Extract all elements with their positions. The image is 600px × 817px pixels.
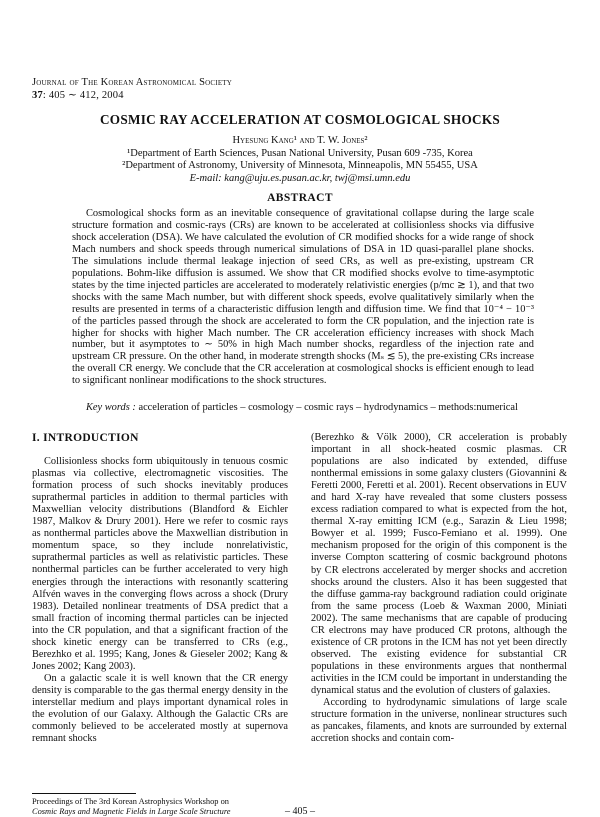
paper-title: COSMIC RAY ACCELERATION AT COSMOLOGICAL SHOCKS bbox=[99, 112, 501, 127]
intro-paragraph-4: According to hydrodynamic simulations of large scale structure formation in the universe, nonlinear structures such as pancakes, filaments, and knots are surrounded by external accretion shocks and contain com- bbox=[311, 697, 567, 745]
footnote-line-2: Cosmic Rays and Magnetic Fields in Large Scale Structure bbox=[32, 807, 231, 816]
footnote-line-1: Proceedings of The 3rd Korean Astrophysics Workshop on bbox=[32, 797, 229, 806]
affiliation-1: ¹Department of Earth Sciences, Pusan National University, Pusan 609 -735, Korea bbox=[127, 147, 473, 159]
intro-paragraph-2: On a galactic scale it is well known that the CR energy density is comparable to the gas thermal energy density in the interstellar medium and plays important dynamical roles in the evolution of our Galaxy. Although the Galactic CRs are commonly believed to be accelerated mostly at supernova remnant shocks bbox=[32, 672, 288, 745]
author-email: E-mail: kang@uju.es.pusan.ac.kr, twj@msi.umn.edu bbox=[189, 172, 411, 184]
abstract-heading: ABSTRACT bbox=[267, 192, 333, 204]
left-column bbox=[32, 432, 288, 745]
abstract-text: Cosmological shocks form as an inevitable consequence of gravitational collapse during the large scale structure formation and cosmic-rays (CRs) are known to be accelerated at collisionless shocks via diffusive shock acceleration (DSA). We have calculated the evolution of CR modified shocks for a wide range of shock Mach numbers and shock speeds through numerical simulations of DSA in 1D quasi-parallel plane shocks. The simulations include thermal leakage injection of seed CRs, as well as pre-existing, upstream CR populations. Bohm-like diffusion is assumed. We show that CR modified shocks evolve to time-asymptotic states by the time injected particles are accelerated to moderately relativistic energies (p/mc ≳ 1), and that two shocks with the same Mach number, but with different shock speeds, evolve qualitatively similarly when the results are presented in terms of a characteristic diffusion length and diffusion time. We find that 10⁻⁴ − 10⁻³ of the particles passed through the shock are accelerated to form the CR population, and the injection rate is higher for shocks with higher Mach number. The CR acceleration efficiency increases with shock Mach number, but it asymptotes to ∼ 50% in high Mach number shocks, regardless of the injection rate and upstream CR pressure. On the other hand, in moderate strength shocks (Mₛ ≲ 5), the pre-existing CRs increase the overall CR energy. We conclude that the CR acceleration at cosmological shocks is efficient enough to lead to significant nonlinear modifications to the shock structures. bbox=[72, 208, 534, 387]
journal-header bbox=[32, 76, 232, 102]
journal-name: Journal of The Korean Astronomical Society bbox=[32, 77, 233, 88]
section-heading: I. INTRODUCTION bbox=[32, 432, 139, 444]
author-block bbox=[0, 135, 600, 185]
keywords bbox=[86, 402, 536, 413]
page-number: – 405 – bbox=[285, 806, 315, 817]
right-column bbox=[311, 432, 567, 745]
journal-pages: : 405 ∼ 412, 2004 bbox=[42, 90, 124, 101]
intro-paragraph-1: Collisionless shocks form ubiquitously in tenuous cosmic plasmas via collective, electromagnetic viscosities. The formation process of such shocks inevitably produces suprathermal particles in addition to thermal particles with Maxwellian velocity distributions (Blandford & Eichler 1987, Malkov & Drury 2001). Here we refer to cosmic rays as nonthermal particles above the Maxwellian distribution in momentum space, so they include nonrelativistic, suprathermal particles as well as relativistic particles. These nonthermal particles can be further accelerated to very high energies through the interactions with resonantly scattering Alfvén waves in the converging flows across a shock (Drury 1983). Detailed nonlinear treatments of DSA predict that a small fraction of incoming thermal particles can be injected into the CR population, and that a significant fraction of the shock kinetic energy can be transferred to CRs (e.g., Berezhko et al. 1995; Kang, Jones & Gieseler 2002; Kang & Jones 2002; Kang 2003). bbox=[32, 456, 288, 672]
journal-volume: 37 bbox=[32, 90, 43, 101]
affiliation-2: ²Department of Astronomy, University of Minnesota, Minneapolis, MN 55455, USA bbox=[122, 160, 478, 171]
journal-volume-line bbox=[32, 89, 232, 102]
author-names: Hyesung Kang¹ and T. W. Jones² bbox=[232, 135, 368, 146]
intro-paragraph-3: (Berezhko & Völk 2000), CR acceleration is probably important in all shock-heated cosmic plasmas. CR populations are also indicated by extended, diffuse nonthermal emissions in some galaxy clusters (Giovannini & Feretti 2000, Feretti et al. 2001). Recent observations in EUV and hard X-ray have revealed that some clusters possess excess radiation compared to what is expected from the hot, thermal X-ray emitting ICM (e.g., Sarazin & Lieu 1998; Bowyer et al. 1999; Fusco-Femiano et al. 1999). One mechanism proposed for the origin of this component is the inverse Compton scattering of cosmic background photons by CR electrons accelerated by merger shocks and accretion shocks around the clusters. Also it has been suggested that the diffuse gamma-ray background radiation could originate from the same process (Loeb & Waxman 2000, Miniati 2002). The same mechanisms that are capable of producing CR electrons may have produced CR protons, although the existence of CR protons in the ICM has not yet been directly observed. The existing evidence for substantial CR populations in these environments argues that nonthermal activities in the ICM could be important in understanding the dynamical status and the evolution of clusters of galaxies. bbox=[311, 432, 567, 696]
keywords-text: acceleration of particles – cosmology – cosmic rays – hydrodynamics – methods:numerical bbox=[138, 402, 518, 413]
keywords-label: Key words : bbox=[86, 402, 136, 413]
footnote-divider bbox=[32, 793, 136, 794]
